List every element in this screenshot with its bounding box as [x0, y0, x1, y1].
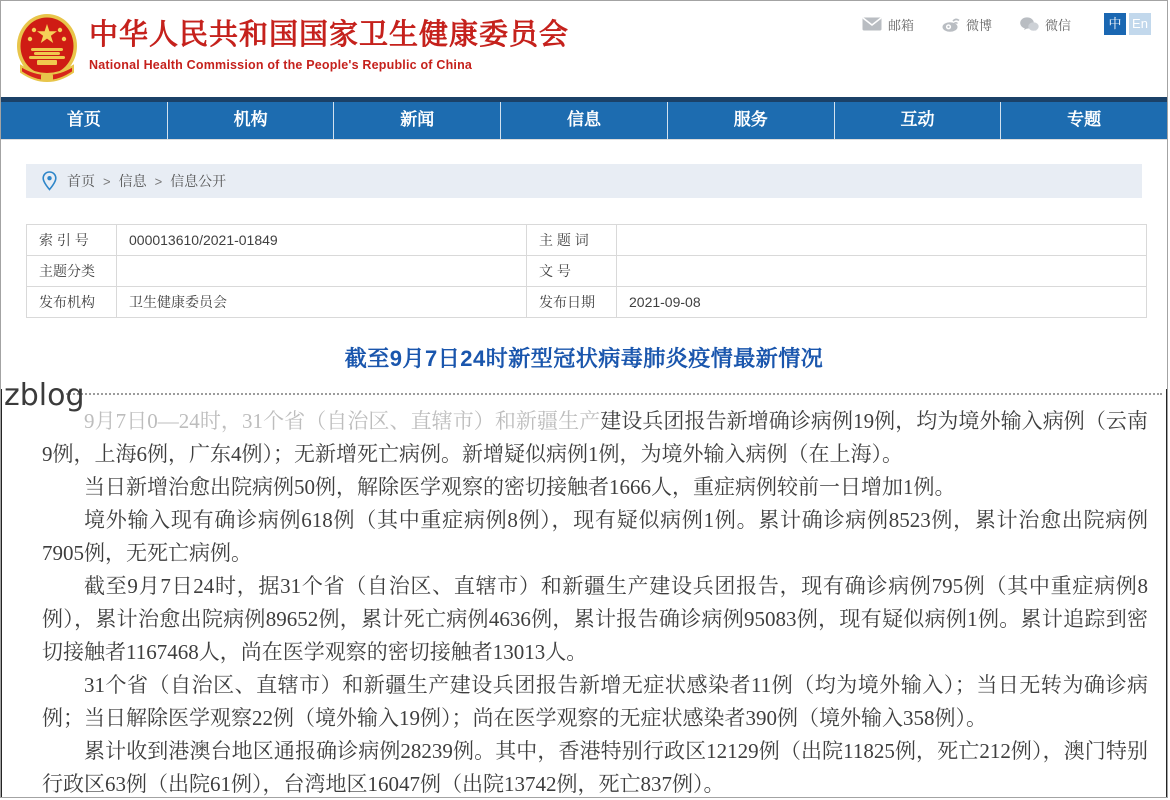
table-row — [27, 225, 1147, 256]
meta-value-index-number: 000013610/2021-01849 — [117, 225, 527, 256]
breadcrumb — [26, 164, 1142, 198]
weibo-icon — [942, 17, 960, 32]
meta-label-issuing-agency: 发布机构 — [27, 287, 117, 318]
mail-icon — [862, 17, 882, 31]
table-row — [27, 256, 1147, 287]
article-paragraphs — [2, 395, 1166, 798]
nav-item-home[interactable]: 首页 — [1, 102, 168, 139]
breadcrumb-info-disclosure[interactable]: 信息公开 — [170, 173, 227, 189]
mail-link[interactable] — [862, 15, 914, 34]
zblog-watermark: zblog — [4, 378, 85, 413]
meta-value-subject-words — [617, 225, 1147, 256]
location-pin-icon — [42, 171, 57, 191]
language-switcher — [1101, 13, 1151, 35]
site-title-chinese: 中华人民共和国国家卫生健康委员会 — [89, 19, 570, 51]
article-title: 截至9月7日24时新型冠状病毒肺炎疫情最新情况 — [344, 346, 824, 371]
nav-item-topics[interactable]: 专题 — [1067, 110, 1102, 129]
article-paragraph: 境外输入现有确诊病例618例（其中重症病例8例），现有疑似病例1例。累计确诊病例8523例，累计治愈出院病例7905例，无死亡病例。 — [42, 508, 1148, 565]
nav-item-information[interactable]: 信息 — [501, 102, 668, 139]
national-emblem-logo — [15, 12, 79, 86]
meta-label-index-number: 索 引 号 — [27, 225, 117, 256]
lang-en-button[interactable]: En — [1129, 13, 1151, 35]
breadcrumb-information[interactable]: 信息 — [118, 173, 147, 189]
site-header — [1, 1, 1167, 97]
nav-item-organization[interactable]: 机构 — [168, 102, 335, 139]
meta-value-publish-date: 2021-09-08 — [617, 287, 1147, 318]
article-paragraph: 9月7日0—24时，31个省（自治区、直辖市）和新疆生产建设兵团报告新增确诊病例19例，均为境外输入病例（云南9例，上海6例，广东4例）；无新增死亡病例。新增疑似病例1例，为境外输入病例（在上海）。 — [42, 409, 1149, 466]
breadcrumb-home[interactable]: 首页 — [67, 173, 95, 189]
header-links — [834, 13, 1151, 35]
site-titles — [89, 1, 1167, 72]
nav-underline — [1, 139, 1167, 140]
weibo-label: 微博 — [965, 17, 992, 33]
meta-value-subject-category — [117, 256, 527, 287]
table-row — [27, 287, 1147, 318]
weibo-link[interactable] — [942, 15, 992, 34]
meta-value-issuing-agency: 卫生健康委员会 — [117, 287, 527, 318]
site-title-english: National Health Commission of the People's Republic of China — [89, 58, 473, 72]
breadcrumb-separator: > — [103, 173, 111, 189]
nav-item-services[interactable]: 服务 — [668, 102, 835, 139]
article-frame — [0, 378, 1168, 798]
meta-label-publish-date: 发布日期 — [527, 287, 617, 318]
nav-item-interaction[interactable]: 互动 — [835, 102, 1002, 139]
nav-item-news[interactable]: 新闻 — [334, 102, 501, 139]
meta-value-document-number — [617, 256, 1147, 287]
meta-label-subject-category: 主题分类 — [27, 256, 117, 287]
wechat-link[interactable] — [1020, 15, 1071, 34]
wechat-label: 微信 — [1044, 17, 1071, 33]
meta-label-document-number: 文 号 — [527, 256, 617, 287]
main-nav — [1, 97, 1167, 139]
meta-label-subject-words: 主 题 词 — [527, 225, 617, 256]
breadcrumb-separator: > — [154, 173, 163, 189]
article-paragraph: 截至9月7日24时，据31个省（自治区、直辖市）和新疆生产建设兵团报告，现有确诊病例795例（其中重症病例8例），累计治愈出院病例89652例，累计死亡病例4636例，累计报告确诊病例95083例，现有疑似病例1例。累计追踪到密切接触者1167468人，尚在医学观察的密切接触者13013人。 — [42, 574, 1148, 664]
wechat-icon — [1020, 17, 1039, 32]
document-meta-table — [26, 224, 1147, 318]
mail-label: 邮箱 — [887, 17, 914, 33]
article-paragraph: 累计收到港澳台地区通报确诊病例28239例。其中，香港特别行政区12129例（出院11825例，死亡212例），澳门特别行政区63例（出院61例），台湾地区16047例（出院13742例，死亡837例）。 — [42, 739, 1148, 796]
lang-zh-button[interactable]: 中 — [1104, 13, 1126, 35]
article-paragraph: 当日新增治愈出院病例50例，解除医学观察的密切接触者1666人，重症病例较前一日增加1例。 — [84, 475, 956, 499]
article-paragraph: 31个省（自治区、直辖市）和新疆生产建设兵团报告新增无症状感染者11例（均为境外输入）；当日无转为确诊病例；当日解除医学观察22例（境外输入19例）；尚在医学观察的无症状感染者390例（境外输入358例）。 — [42, 673, 1148, 730]
